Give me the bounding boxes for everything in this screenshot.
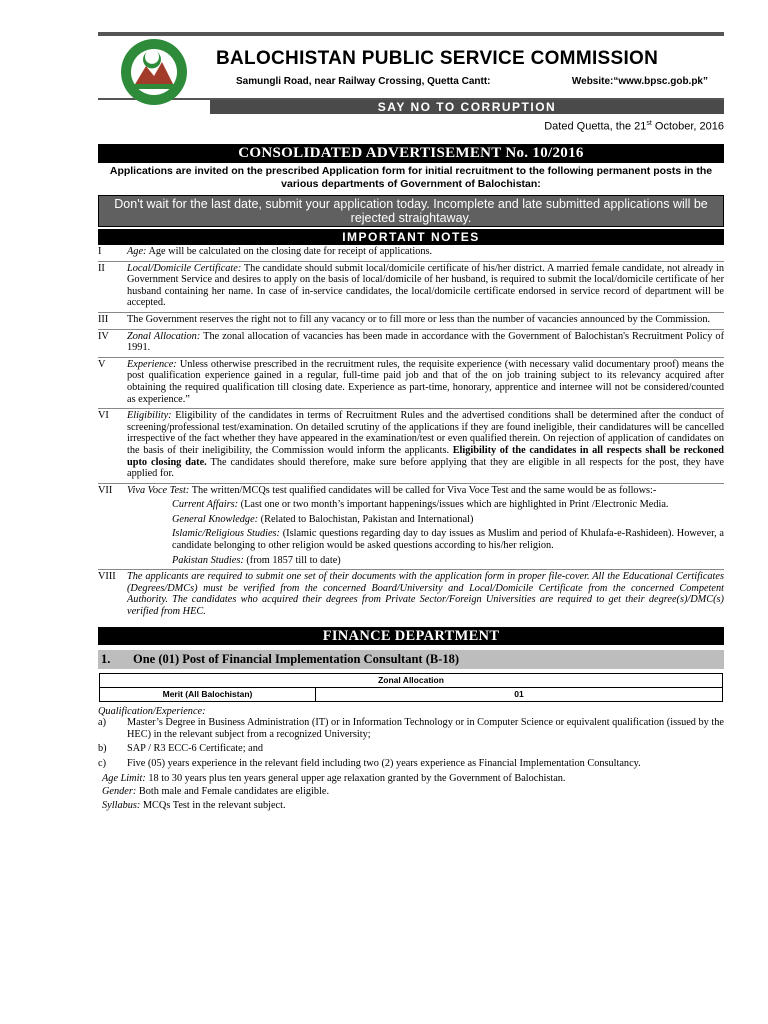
note-zonal bbox=[98, 330, 724, 358]
note-label: Local/Domicile Certificate: bbox=[127, 262, 242, 274]
bpsc-logo-icon bbox=[120, 38, 188, 106]
note-text: The written/MCQs test qualified candidates will be called for Viva Voce Test and the same would be as follows:- bbox=[189, 484, 657, 496]
note-number: II bbox=[98, 262, 105, 274]
org-address: Samungli Road, near Railway Crossing, Quetta Cantt: bbox=[236, 76, 491, 87]
note-number: VII bbox=[98, 484, 113, 496]
age-limit: Age Limit: 18 to 30 years plus ten years general upper age relaxation granted by the Government of Balochistan. bbox=[102, 772, 566, 784]
note-number: VIII bbox=[98, 571, 116, 583]
zonal-allocation-table bbox=[99, 673, 723, 702]
viva-subject-pakistan-studies: Pakistan Studies: (from 1857 till to date) bbox=[172, 554, 341, 566]
qualification-item-b: b) SAP / R3 ECC-6 Certificate; and bbox=[98, 743, 264, 755]
important-notes-heading: IMPORTANT NOTES bbox=[98, 229, 724, 245]
note-viva bbox=[98, 484, 724, 571]
note-text: The zonal allocation of vacancies has been made in accordance with the Government of Balochistan's Recruitment Policy of 1991. bbox=[127, 330, 724, 354]
gender-line: Gender: Both male and Female candidates are eligible. bbox=[102, 786, 330, 798]
syllabus-line: Syllabus: MCQs Test in the relevant subject. bbox=[102, 799, 286, 811]
note-label: Zonal Allocation: bbox=[127, 330, 201, 342]
dated-line: Dated Quetta, the 21st October, 2016 bbox=[544, 120, 724, 133]
note-bold-text: Eligibility of the candidates in all respects shall be reckoned upto closing date. bbox=[127, 444, 724, 468]
note-text: The applicants are required to submit one set of their documents with the application form in proper file-cover. All the Educational Certificates (Degrees/DMCs) must be verified from the concerned Board/University and Local/Domicile Certificate from the concerned Competent Authority. The candidates who acquired their degrees from Private Sector/Foreign Universities are required to get their degree(s)/DMC(s) verified from HEC. bbox=[127, 571, 724, 618]
note-tail-text: The candidates should therefore, make sure before applying that they are eligible in all respects for the post, they have applied for. bbox=[127, 456, 724, 480]
note-number: IV bbox=[98, 330, 109, 342]
note-text: Unless otherwise prescribed in the recruitment rules, the requisite experience (with necessary valid documentary proof) means the post qualification experience gained in a regular, full-time paid job and that of the on job training subject to its relevancy acquired after obtaining the required qualification till closing date. Experience as part-time, honorary, apprentice and internee will not be considered/counted as experience.” bbox=[127, 358, 724, 405]
note-vacancy bbox=[98, 313, 724, 330]
note-number: V bbox=[98, 358, 106, 370]
zonal-label: Merit (All Balochistan) bbox=[100, 687, 316, 701]
note-age bbox=[98, 245, 724, 262]
post-title-bar bbox=[98, 650, 724, 669]
viva-subject-islamic-studies: Islamic/Religious Studies: (Islamic questions regarding day to day issues as Muslim and period of Khulafa-e-Rashideen). However, a candidate belonging to other religion would be asked questions according to his/her religion. bbox=[172, 528, 724, 552]
warning-banner: Don't wait for the last date, submit your application today. Incomplete and late submitted applications will be rejected straightaway. bbox=[98, 195, 724, 227]
note-text: The candidate should submit local/domicile certificate of his/her district. A married female candidate, not already in Government Service and desires to apply on the basis of local/domicile of her husband, is required to submit the local/domicile certificate of her husband containing her name. In case of in-service candidates, the local/domicile certificate endorsed in service record of department will be accepted. bbox=[127, 262, 724, 309]
note-label: Viva Voce Test: bbox=[127, 484, 190, 496]
department-heading: FINANCE DEPARTMENT bbox=[98, 627, 724, 645]
qualification-item-a: a) Master’s Degree in Business Administration (IT) or in Information Technology or in Computer Science or equivalent qualification (issued by the HEC) in the relevant subject from a recognized University; bbox=[98, 717, 724, 740]
note-number: VI bbox=[98, 410, 109, 422]
note-eligibility bbox=[98, 409, 724, 484]
letterhead bbox=[98, 32, 724, 100]
note-domicile bbox=[98, 262, 724, 313]
post-title: One (01) Post of Financial Implementation Consultant (B-18) bbox=[133, 651, 460, 666]
post-number: 1. bbox=[101, 651, 111, 666]
note-experience bbox=[98, 358, 724, 409]
note-number: III bbox=[98, 313, 109, 325]
advertisement-page bbox=[98, 32, 724, 811]
org-name: BALOCHISTAN PUBLIC SERVICE COMMISSION bbox=[216, 48, 659, 69]
note-documents bbox=[98, 570, 724, 620]
viva-subject-current-affairs: Current Affairs: (Last one or two month’s important happenings/issues which are highlighted in Print /Electronic Media. bbox=[172, 499, 669, 511]
advert-intro: Applications are invited on the prescribed Application form for initial recruitment to the following permanent posts in the various departments of Government of Balochistan: bbox=[109, 165, 713, 190]
note-number: I bbox=[98, 246, 102, 257]
qualification-label: Qualification/Experience: bbox=[98, 705, 206, 717]
zonal-header: Zonal Allocation bbox=[100, 673, 723, 687]
zonal-value: 01 bbox=[316, 687, 723, 701]
note-label: Experience: bbox=[127, 358, 177, 370]
qualification-item-c: c) Five (05) years experience in the relevant field including two (2) years experience as Financial Implementation Consultancy. bbox=[98, 758, 641, 769]
slogan-bar: SAY NO TO CORRUPTION bbox=[210, 100, 724, 114]
org-website: Website:“www.bpsc.gob.pk” bbox=[571, 76, 708, 87]
viva-subject-general-knowledge: General Knowledge: (Related to Balochistan, Pakistan and International) bbox=[172, 513, 474, 525]
note-label: Eligibility: bbox=[127, 410, 172, 422]
note-text: Eligibility of the candidates in terms of Recruitment Rules and the advertised conditions shall be determined after the conduct of screening/professional test/examination. On detailed scrutiny of the applications if they are found ineligible, their candidatures will be cancelled irrespective of the fact whether they have appeared in the examination/test or even qualified therein. On rejection of application of candidates on the basis of their ineligibility, the Commission would inform the applicants. bbox=[127, 410, 724, 456]
note-text: Age will be calculated on the closing date for receipt of applications. bbox=[146, 246, 433, 257]
note-text: The Government reserves the right not to fill any vacancy or to fill more or less than the number of vacancies announced by the Commission. bbox=[127, 313, 711, 325]
advert-title: CONSOLIDATED ADVERTISEMENT No. 10/2016 bbox=[98, 144, 724, 163]
note-label: Age: bbox=[127, 246, 147, 257]
